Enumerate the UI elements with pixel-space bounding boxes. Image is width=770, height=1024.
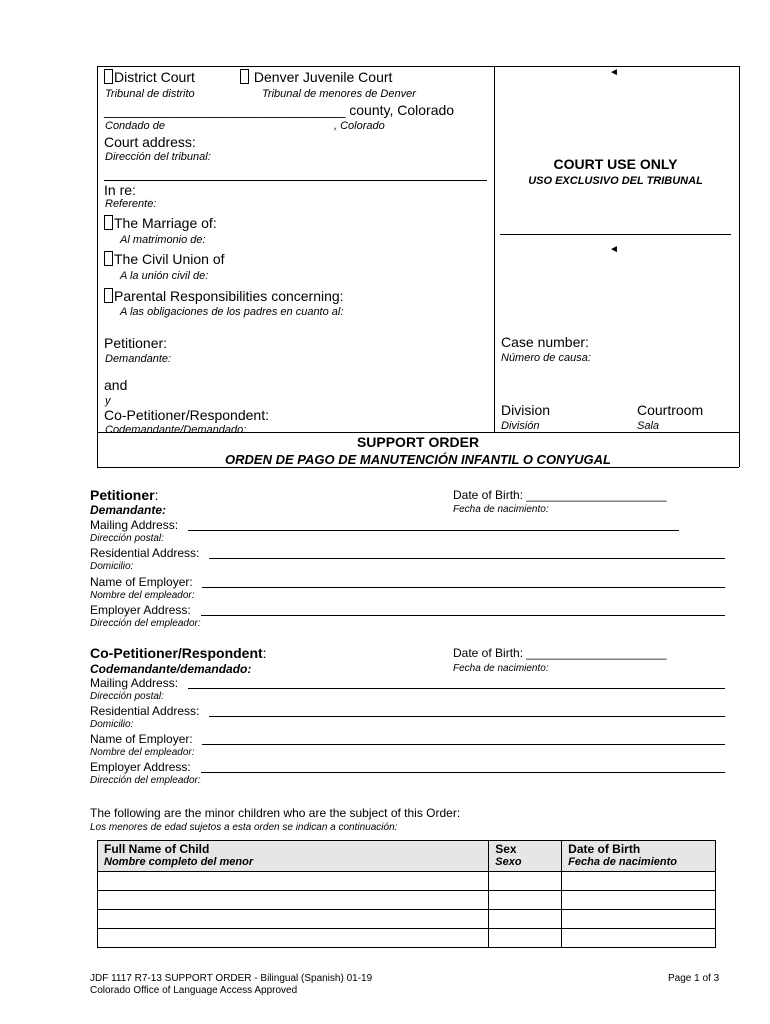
caption-right-border xyxy=(739,66,740,467)
child-dob-cell[interactable] xyxy=(562,872,716,891)
col-header-name-es: Nombre completo del menor xyxy=(104,856,254,868)
court-address-es: Dirección del tribunal: xyxy=(105,151,211,163)
division-label[interactable]: Division xyxy=(501,402,551,418)
address-separator xyxy=(104,180,487,181)
district-court-option[interactable] xyxy=(104,69,195,85)
copetitioner-mailing-field[interactable] xyxy=(188,688,725,689)
civil-union-option[interactable] xyxy=(104,251,225,267)
caption-top-border xyxy=(97,66,739,67)
petitioner-mailing-es: Dirección postal: xyxy=(90,533,164,544)
county-es-right: , Colorado xyxy=(334,120,385,132)
children-table xyxy=(97,840,716,948)
civil-union-label: The Civil Union of xyxy=(114,251,225,267)
copetitioner-employer-label: Name of Employer: xyxy=(90,732,193,746)
footer-form-id: JDF 1117 R7-13 SUPPORT ORDER - Bilingual (Spanish) 01-19 xyxy=(90,973,373,984)
petitioner-employer-address-label: Employer Address: xyxy=(90,603,191,617)
parental-es: A las obligaciones de los padres en cuanto al: xyxy=(120,306,344,318)
copetitioner-residential-label: Residential Address: xyxy=(90,704,200,718)
col-header-name xyxy=(98,841,489,872)
petitioner-employer-es: Nombre del empleador: xyxy=(90,590,195,601)
petitioner-dob-es: Fecha de nacimiento: xyxy=(453,504,549,515)
denver-juvenile-es: Tribunal de menores de Denver xyxy=(262,88,416,100)
marriage-option[interactable] xyxy=(104,215,217,231)
arrow-left-icon: ◄ xyxy=(609,67,619,78)
petitioner-mailing-field[interactable] xyxy=(188,530,679,531)
petitioner-employer-field[interactable] xyxy=(202,587,725,588)
copetitioner-mailing-es: Dirección postal: xyxy=(90,691,164,702)
marriage-label: The Marriage of: xyxy=(114,215,217,231)
caption-petitioner-es: Demandante: xyxy=(105,353,172,365)
case-number-label[interactable]: Case number: xyxy=(501,334,589,350)
petitioner-employer-label: Name of Employer: xyxy=(90,575,193,589)
in-re-label: In re: xyxy=(104,182,136,198)
marriage-checkbox[interactable] xyxy=(104,215,113,230)
arrow-left-icon: ◄ xyxy=(609,244,619,255)
petitioner-mailing-label: Mailing Address: xyxy=(90,518,179,532)
courtroom-label[interactable]: Courtroom xyxy=(637,402,704,418)
table-row xyxy=(98,872,716,891)
district-court-es: Tribunal de distrito xyxy=(105,88,195,100)
denver-juvenile-option[interactable] xyxy=(240,69,392,85)
copetitioner-employer-es: Nombre del empleador: xyxy=(90,747,195,758)
copetitioner-residential-field[interactable] xyxy=(209,716,725,717)
petitioner-heading xyxy=(90,487,158,503)
caption-left-border xyxy=(97,66,98,467)
table-header-row xyxy=(98,841,716,872)
child-sex-cell[interactable] xyxy=(489,929,562,948)
child-sex-cell[interactable] xyxy=(489,872,562,891)
child-name-cell[interactable] xyxy=(98,929,489,948)
petitioner-employer-address-es: Dirección del empleador: xyxy=(90,618,201,629)
county-es-left: Condado de xyxy=(105,120,165,132)
copetitioner-heading xyxy=(90,645,267,661)
child-name-cell[interactable] xyxy=(98,872,489,891)
petitioner-residential-field[interactable] xyxy=(209,558,725,559)
parental-checkbox[interactable] xyxy=(104,288,113,303)
child-name-cell[interactable] xyxy=(98,891,489,910)
children-intro: The following are the minor children who are the subject of this Order: xyxy=(90,806,461,820)
case-number-es: Número de causa: xyxy=(501,352,591,364)
court-use-only-label: COURT USE ONLY xyxy=(553,156,678,172)
denver-juvenile-label: Denver Juvenile Court xyxy=(253,69,393,85)
title-top-border xyxy=(97,432,739,433)
and-es: y xyxy=(105,395,111,407)
col-header-sex-en: Sex xyxy=(495,842,517,856)
division-es: División xyxy=(501,420,540,432)
caption-petitioner-label: Petitioner: xyxy=(104,335,168,351)
col-header-dob xyxy=(562,841,716,872)
marriage-es: Al matrimonio de: xyxy=(120,234,206,246)
copetitioner-employer-address-es: Dirección del empleador: xyxy=(90,775,201,786)
child-dob-cell[interactable] xyxy=(562,929,716,948)
parental-label: Parental Responsibilities concerning: xyxy=(114,288,344,304)
footer-approved: Colorado Office of Language Access Approved xyxy=(90,985,298,996)
copetitioner-heading-colon: : xyxy=(262,645,267,661)
child-sex-cell[interactable] xyxy=(489,891,562,910)
copetitioner-employer-address-field[interactable] xyxy=(201,772,725,773)
copetitioner-employer-address-label: Employer Address: xyxy=(90,760,191,774)
col-header-sex xyxy=(489,841,562,872)
col-header-name-en: Full Name of Child xyxy=(104,842,210,856)
copetitioner-dob[interactable]: Date of Birth: _____________________ xyxy=(453,646,667,660)
courtroom-es: Sala xyxy=(637,420,660,432)
petitioner-employer-address-field[interactable] xyxy=(201,615,725,616)
document-title-es: ORDEN DE PAGO DE MANUTENCIÓN INFANTIL O CONYUGAL xyxy=(225,452,611,467)
petitioner-residential-label: Residential Address: xyxy=(90,546,200,560)
caption-bottom-border xyxy=(97,467,739,468)
col-header-dob-en: Date of Birth xyxy=(568,842,641,856)
petitioner-heading-es: Demandante: xyxy=(90,503,167,517)
civil-union-checkbox[interactable] xyxy=(104,251,113,266)
child-sex-cell[interactable] xyxy=(489,910,562,929)
denver-juvenile-checkbox[interactable] xyxy=(240,69,249,84)
petitioner-heading-colon: : xyxy=(154,487,159,503)
and-label: and xyxy=(104,377,128,393)
court-use-only-es: USO EXCLUSIVO DEL TRIBUNAL xyxy=(528,175,703,187)
court-address-label: Court address: xyxy=(104,134,196,150)
copetitioner-heading-text: Co-Petitioner/Respondent xyxy=(90,645,263,661)
copetitioner-employer-field[interactable] xyxy=(202,744,725,745)
table-row xyxy=(98,929,716,948)
district-court-label: District Court xyxy=(114,69,195,85)
child-dob-cell[interactable] xyxy=(562,910,716,929)
table-row xyxy=(98,891,716,910)
copetitioner-heading-es: Codemandante/demandado: xyxy=(90,662,252,676)
col-header-sex-es: Sexo xyxy=(495,856,522,868)
caption-copetitioner-es: Codemandante/Demandado: xyxy=(105,424,247,432)
children-intro-es: Los menores de edad sujetos a esta orden se indican a continuación: xyxy=(90,822,398,833)
col-header-dob-es: Fecha de nacimiento xyxy=(568,856,677,868)
district-court-checkbox[interactable] xyxy=(104,69,113,84)
child-name-cell[interactable] xyxy=(98,910,489,929)
civil-union-es: A la unión civil de: xyxy=(120,270,209,282)
caption-divider xyxy=(494,66,495,432)
caption-copetitioner-label: Co-Petitioner/Respondent: xyxy=(104,407,269,423)
petitioner-heading-text: Petitioner xyxy=(90,487,155,503)
table-row xyxy=(98,910,716,929)
copetitioner-dob-es: Fecha de nacimiento: xyxy=(453,663,549,674)
parental-option[interactable] xyxy=(104,288,344,304)
document-title: SUPPORT ORDER xyxy=(356,434,480,450)
court-use-separator xyxy=(500,234,731,235)
child-dob-cell[interactable] xyxy=(562,891,716,910)
footer-page-number: Page 1 of 3 xyxy=(668,973,720,984)
county-line[interactable]: _______________________________ county, Colorado xyxy=(104,102,455,118)
copetitioner-residential-es: Domicilio: xyxy=(90,719,134,730)
petitioner-residential-es: Domicilio: xyxy=(90,561,134,572)
in-re-es: Referente: xyxy=(105,198,157,210)
petitioner-dob[interactable]: Date of Birth: _____________________ xyxy=(453,488,667,502)
copetitioner-mailing-label: Mailing Address: xyxy=(90,676,179,690)
